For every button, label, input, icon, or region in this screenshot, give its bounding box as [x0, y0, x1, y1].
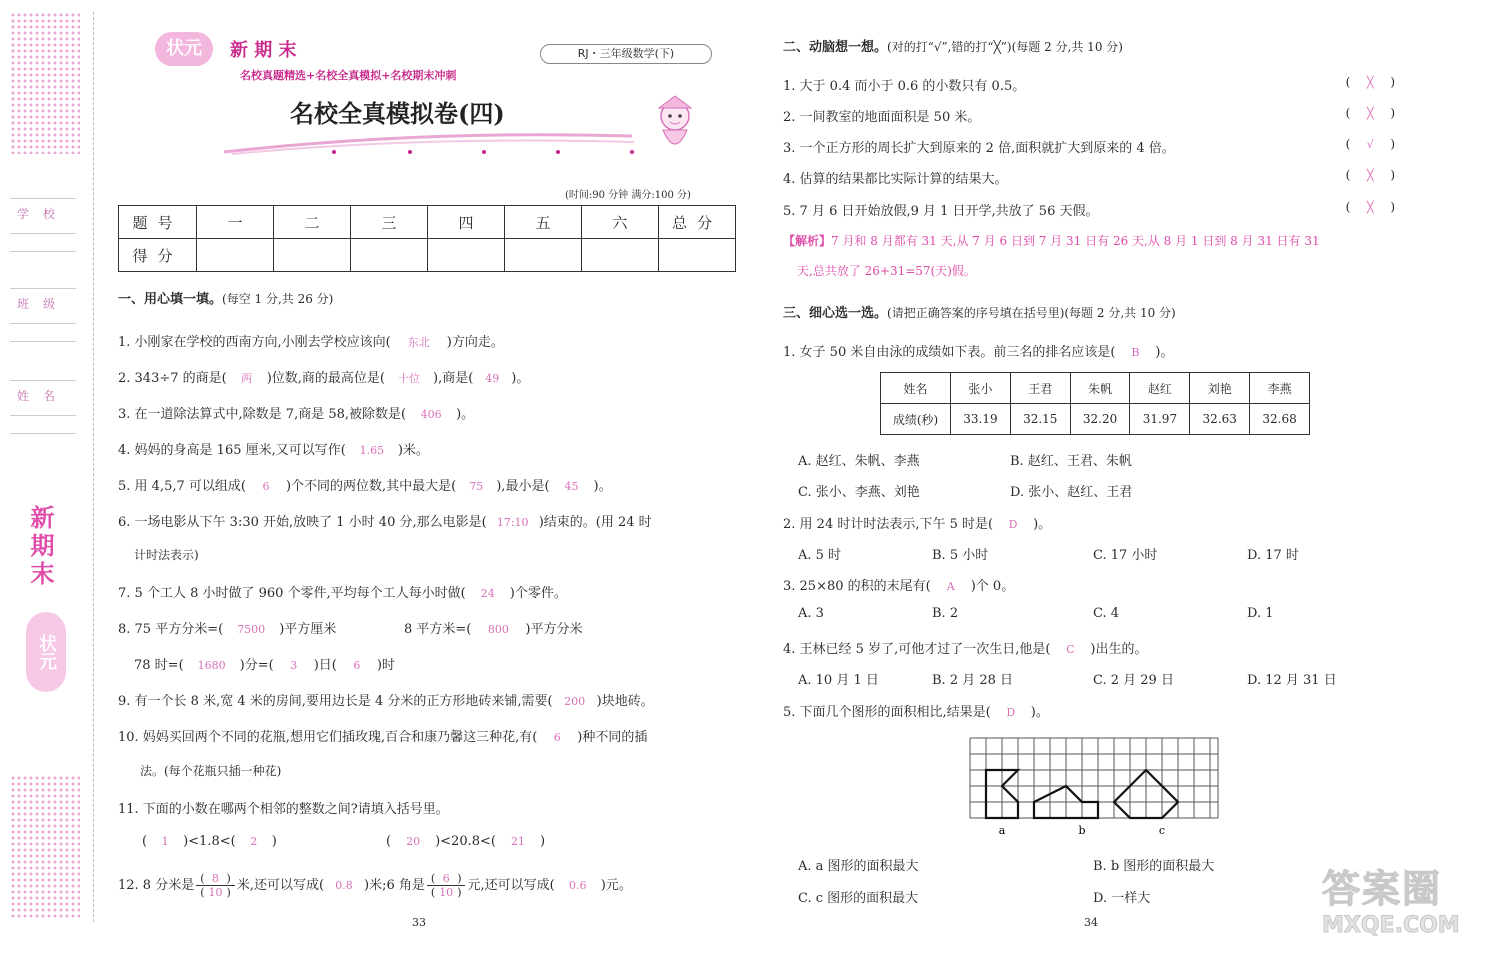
section3-title: 三、细心选一选。(请把正确答案的序号填在括号里)(每题 2 分,共 10 分) — [783, 306, 1176, 321]
answer: 6 — [353, 659, 361, 672]
score-cell[interactable] — [351, 239, 428, 272]
score-header-cell: 一 — [197, 206, 274, 239]
question-3: 3. 在一道除法算式中,除数是 7,商是 58,被除数是( 406 )。 — [118, 407, 475, 422]
score-table-score-row — [119, 239, 736, 272]
tagline: 名校真题精选+名校全真模拟+名校期末冲刺 — [240, 69, 457, 82]
table-cell: 31.97 — [1130, 404, 1190, 435]
choice-question-1: 1. 女子 50 米自由泳的成绩如下表。前三名的排名应该是( B )。 — [783, 345, 1174, 360]
answer: 1 — [161, 835, 169, 848]
school-field[interactable] — [10, 238, 76, 252]
section1-title: 一、用心填一填。(每空 1 分,共 26 分) — [118, 292, 334, 307]
question-2: 2. 343÷7 的商是( 两 )位数,商的最高位是( 十位 ),商是( 49 )。 — [118, 371, 530, 386]
answer: B — [1131, 346, 1140, 359]
answer: 3 — [290, 659, 298, 672]
option-a[interactable]: A. 赵红、朱帆、李燕 — [798, 454, 920, 469]
score-header-cell: 六 — [582, 206, 659, 239]
choice-question-2: 2. 用 24 时计时法表示,下午 5 时是( D )。 — [783, 517, 1052, 532]
answer: 20 — [406, 835, 421, 848]
swim-results-table — [880, 372, 1310, 435]
score-cell[interactable] — [582, 239, 659, 272]
question-7: 7. 5 个工人 8 小时做了 960 个零件,平均每个工人每小时做( 24 )个零件。 — [118, 586, 567, 601]
sidebar-brand-badge: 状元 — [26, 612, 66, 692]
score-header-cell: 二 — [274, 206, 351, 239]
question-1: 1. 小刚家在学校的西南方向,小刚去学校应该向( 东北 )方向走。 — [118, 335, 504, 350]
score-cell[interactable] — [274, 239, 351, 272]
school-label: 学校 — [10, 198, 76, 234]
answer: 24 — [480, 587, 495, 600]
table-cell: 刘艳 — [1190, 373, 1250, 404]
table-row — [881, 404, 1310, 435]
judge-answer-3: ( √ ) — [1345, 137, 1395, 151]
answer: 45 — [564, 480, 579, 493]
mascot-icon — [645, 92, 705, 160]
grid-figure — [968, 736, 1222, 840]
score-cell[interactable] — [428, 239, 505, 272]
title-underline-decoration — [222, 128, 642, 158]
question-9: 9. 有一个长 8 米,宽 4 米的房间,要用边长是 4 分米的正方形地砖来铺,需要( 200 )块地砖。 — [118, 694, 654, 709]
answer: 2 — [250, 835, 258, 848]
question-8-c: 78 时=( 1680 )分=( 3 )日( 6 )时 — [134, 658, 395, 673]
judge-item-2: 2. 一间教室的地面面积是 50 米。 — [783, 110, 981, 125]
table-cell: 32.15 — [1010, 404, 1070, 435]
judge-answer-5: ( ╳ ) — [1345, 200, 1395, 214]
question-4: 4. 妈妈的身高是 165 厘米,又可以写作( 1.65 )米。 — [118, 443, 429, 458]
option-d[interactable]: D. 1 — [1247, 606, 1274, 621]
fraction: $\frac{( 8 )}{( 10 )}$ — [196, 872, 235, 899]
sidebar-vertical-brand: 新期末 — [26, 505, 54, 589]
option-c[interactable]: C. 张小、李燕、刘艳 — [798, 485, 920, 500]
page-number-right: 34 — [1084, 916, 1098, 929]
option-c[interactable]: C. c 图形的面积最大 — [798, 891, 919, 906]
answer: 17:10 — [496, 516, 529, 529]
question-6: 6. 一场电影从下午 3:30 开始,放映了 1 小时 40 分,那么电影是( 17:10 )结束的。(用 24 时 — [118, 515, 652, 530]
answer: 两 — [241, 372, 253, 385]
table-cell: 张小 — [951, 373, 1011, 404]
option-a[interactable]: A. a 图形的面积最大 — [798, 859, 919, 874]
score-header-cell: 总分 — [659, 206, 736, 239]
answer: 200 — [564, 695, 586, 708]
score-header-cell: 五 — [505, 206, 582, 239]
name-label: 姓名 — [10, 380, 76, 416]
analysis-line-1: 【解析】7 月和 8 月都有 31 天,从 7 月 6 日到 7 月 31 日有 26 天,从 8 月 1 日到 8 月 31 日有 31 — [783, 234, 1320, 248]
option-a[interactable]: A. 10 月 1 日 — [798, 673, 879, 688]
fraction: $\frac{( 6 )}{( 10 )}$ — [427, 872, 466, 899]
score-table — [118, 205, 736, 272]
score-cell[interactable] — [505, 239, 582, 272]
answer: 1.65 — [359, 444, 385, 457]
brand-logo: 状元 — [155, 32, 213, 66]
grid-lines — [970, 738, 1218, 818]
option-d[interactable]: D. 12 月 31 日 — [1247, 673, 1337, 688]
table-cell: 赵红 — [1130, 373, 1190, 404]
judge-item-1: 1. 大于 0.4 而小于 0.6 的小数只有 0.5。 — [783, 79, 1026, 94]
sidebar-divider — [93, 12, 94, 922]
score-header-cell: 三 — [351, 206, 428, 239]
sidebar-dots-bottom — [10, 775, 80, 920]
question-10-continued: 法。(每个花瓶只插一种花) — [140, 764, 282, 778]
question-12: 12. 8 分米是 $\frac{( 8 )}{( 10 )}$ 米,还可以写成( 0.8 )米;6 角是 $\frac{( 6 )}{( 10 )}$ 元,还可以写成( 0.6 )元。 — [118, 872, 632, 899]
score-header-cell: 题号 — [119, 206, 197, 239]
option-d[interactable]: D. 张小、赵红、王君 — [1010, 485, 1133, 500]
class-label: 班级 — [10, 288, 76, 324]
question-10: 10. 妈妈买回两个不同的花瓶,想用它们插玫瑰,百合和康乃馨这三种花,有( 6 )种不同的插 — [118, 730, 648, 745]
option-a[interactable]: A. 5 时 — [798, 548, 842, 563]
section2-title: 二、动脑想一想。(对的打“√”,错的打“╳”)(每题 2 分,共 10 分) — [783, 40, 1123, 55]
judge-answer-4: ( ╳ ) — [1345, 168, 1395, 182]
name-field[interactable] — [10, 420, 76, 434]
option-d[interactable]: D. 一样大 — [1093, 891, 1151, 906]
option-a[interactable]: A. 3 — [798, 606, 824, 621]
table-cell: 李燕 — [1250, 373, 1310, 404]
option-c[interactable]: C. 4 — [1093, 606, 1120, 621]
score-cell[interactable] — [197, 239, 274, 272]
answer: D — [1006, 706, 1016, 719]
option-d[interactable]: D. 17 时 — [1247, 548, 1299, 563]
answer: 0.8 — [335, 879, 353, 892]
option-c[interactable]: C. 17 小时 — [1093, 548, 1158, 563]
page-title: 名校全真模拟卷(四) — [290, 99, 505, 128]
analysis-line-2: 天,总共放了 26+31=57(天)假。 — [797, 264, 976, 278]
table-cell: 成绩(秒) — [881, 404, 951, 435]
option-c[interactable]: C. 2 月 29 日 — [1093, 673, 1174, 688]
table-cell: 姓名 — [881, 373, 951, 404]
answer: C — [1066, 643, 1075, 656]
option-b[interactable]: B. 2 — [932, 606, 959, 621]
table-cell: 32.68 — [1250, 404, 1310, 435]
table-cell: 32.20 — [1070, 404, 1130, 435]
grade-tag: RJ・三年级数学(下) — [540, 44, 712, 64]
option-b[interactable]: B. b 图形的面积最大 — [1093, 859, 1215, 874]
class-field[interactable] — [10, 328, 76, 342]
brand-name: 新 期 末 — [230, 40, 297, 61]
answer: 6 — [262, 480, 270, 493]
choice-question-4: 4. 王林已经 5 岁了,可他才过了一次生日,他是( C )出生的。 — [783, 642, 1148, 657]
grid-label-c: c — [1158, 824, 1166, 837]
grid-label-a: a — [998, 824, 1006, 837]
grid-label-b: b — [1078, 824, 1086, 837]
answer: 406 — [420, 408, 442, 421]
question-11: 11. 下面的小数在哪两个相邻的整数之间?请填入括号里。 — [118, 802, 449, 817]
answer: 49 — [485, 372, 500, 385]
table-cell: 王君 — [1010, 373, 1070, 404]
answer: 1680 — [197, 659, 226, 672]
question-11-b: ( 20 )<20.8<( 21 ) — [386, 834, 546, 849]
score-header-cell: 四 — [428, 206, 505, 239]
score-row-label: 得分 — [119, 239, 197, 272]
question-8: 8. 75 平方分米=( 7500 )平方厘米 — [118, 622, 337, 637]
judge-item-4: 4. 估算的结果都比实际计算的结果大。 — [783, 172, 1008, 187]
question-11-a: ( 1 )<1.8<( 2 ) — [142, 834, 277, 849]
score-cell[interactable] — [659, 239, 736, 272]
watermark-logo: 答案圈 MXQE.COM — [1322, 867, 1460, 938]
judge-item-3: 3. 一个正方形的周长扩大到原来的 2 倍,面积就扩大到原来的 4 倍。 — [783, 141, 1175, 156]
judge-answer-1: ( ╳ ) — [1345, 75, 1395, 89]
question-8-b: 8 平方米=( 800 )平方分米 — [404, 622, 583, 637]
answer: D — [1008, 518, 1018, 531]
question-5: 5. 用 4,5,7 可以组成( 6 )个不同的两位数,其中最大是( 75 ),最小是( 45 )。 — [118, 479, 612, 494]
option-b[interactable]: B. 5 小时 — [932, 548, 989, 563]
answer: A — [946, 580, 955, 593]
choice-question-5: 5. 下面几个图形的面积相比,结果是( D )。 — [783, 705, 1049, 720]
answer: 十位 — [398, 372, 420, 385]
table-cell: 朱帆 — [1070, 373, 1130, 404]
option-b[interactable]: B. 赵红、王君、朱帆 — [1010, 454, 1132, 469]
question-6-continued: 计时法表示) — [134, 548, 199, 562]
option-b[interactable]: B. 2 月 28 日 — [932, 673, 1014, 688]
judge-answer-2: ( ╳ ) — [1345, 106, 1395, 120]
table-header-row — [881, 373, 1310, 404]
score-table-header-row — [119, 206, 736, 239]
answer: 6 — [553, 731, 561, 744]
table-cell: 33.19 — [951, 404, 1011, 435]
answer: 7500 — [237, 623, 266, 636]
answer: 21 — [510, 835, 525, 848]
answer: 800 — [487, 623, 509, 636]
judge-item-5: 5. 7 月 6 日开始放假,9 月 1 日开学,共放了 56 天假。 — [783, 204, 1099, 219]
choice-question-3: 3. 25×80 的积的末尾有( A )个 0。 — [783, 579, 1015, 594]
table-cell: 32.63 — [1190, 404, 1250, 435]
page-number-left: 33 — [412, 916, 426, 929]
answer: 0.6 — [568, 879, 587, 892]
answer: 东北 — [407, 336, 430, 349]
sidebar-dots-top — [10, 12, 80, 154]
answer: 75 — [469, 480, 484, 493]
time-note: (时间:90 分钟 满分:100 分) — [565, 190, 691, 201]
